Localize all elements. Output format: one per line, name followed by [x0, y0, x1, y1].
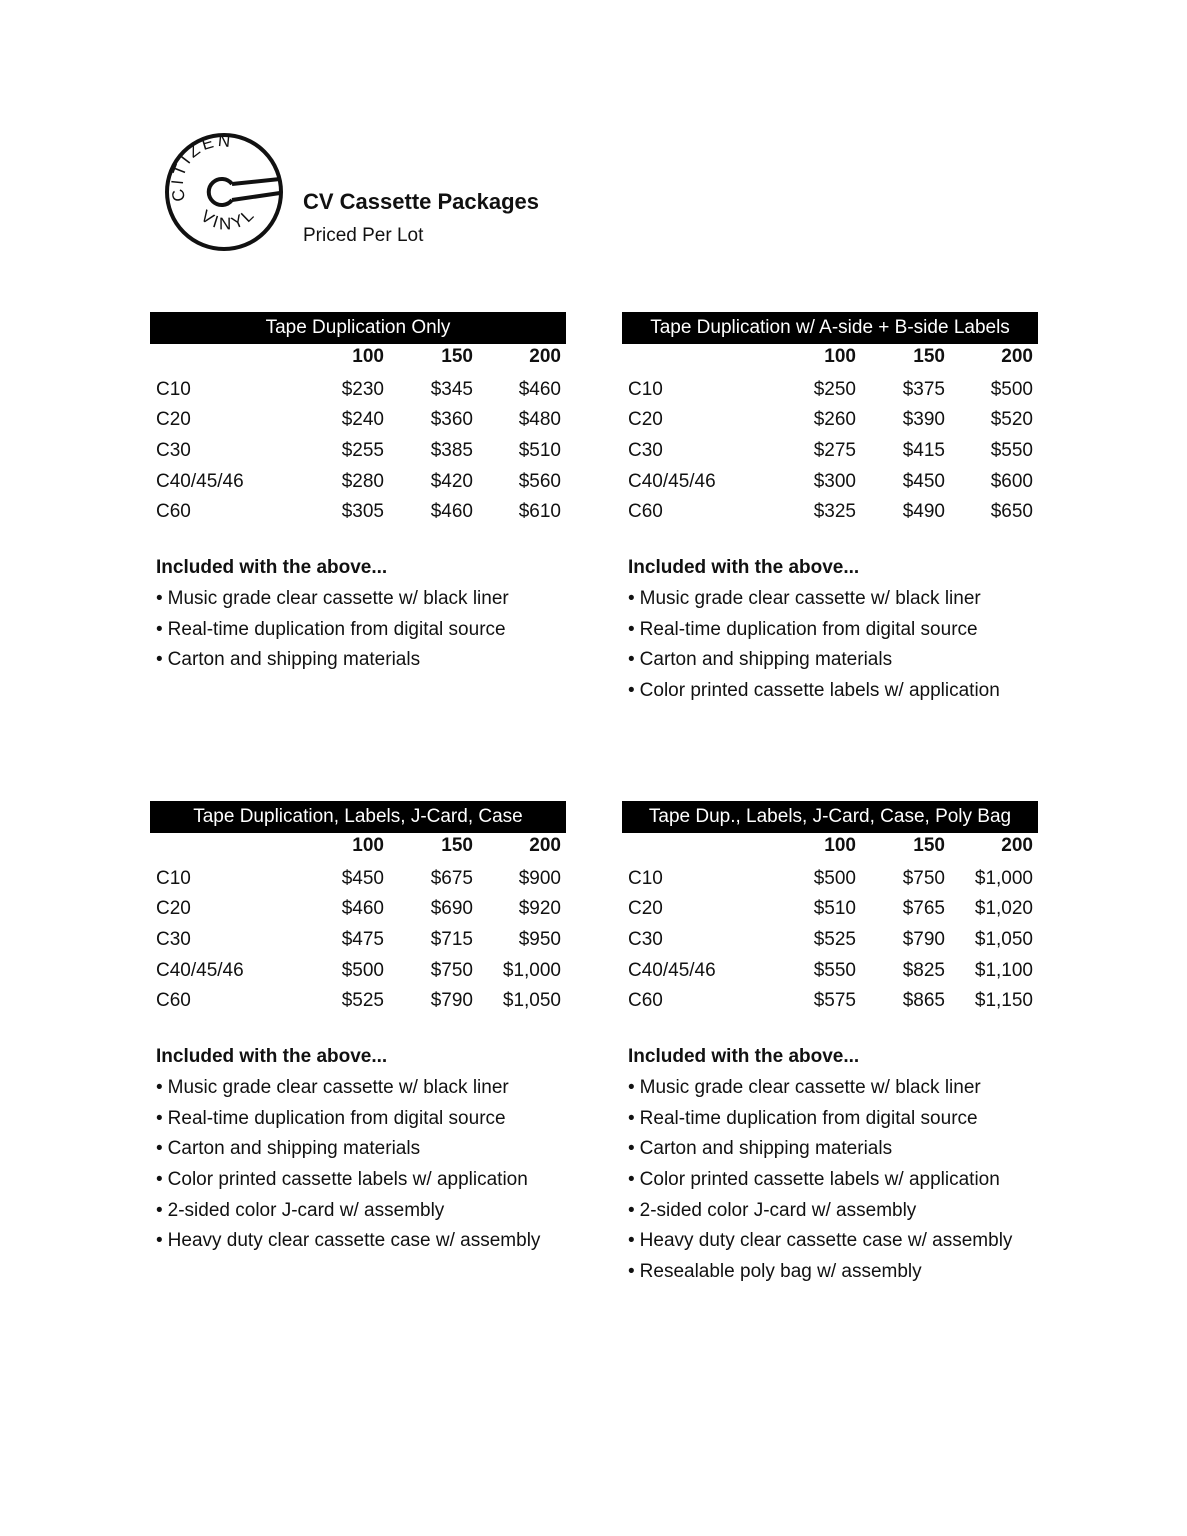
price-cell: $450	[341, 867, 384, 889]
price-table	[150, 833, 566, 1017]
package-header: Tape Duplication w/ A-side + B-side Labels	[622, 312, 1038, 344]
list-item: • Carton and shipping materials	[156, 645, 566, 676]
included-list	[150, 553, 566, 676]
price-cell: $900	[518, 867, 561, 889]
row-label: C30	[628, 440, 663, 462]
price-cell: $240	[341, 409, 384, 431]
price-cell: $260	[813, 409, 856, 431]
price-cell: $525	[341, 990, 384, 1012]
price-cell: $490	[902, 501, 945, 523]
price-cell: $600	[990, 470, 1033, 492]
page-title: CV Cassette Packages	[303, 189, 540, 214]
row-label: C20	[156, 409, 191, 431]
table-header-row	[150, 833, 566, 864]
list-item: • Music grade clear cassette w/ black liner	[156, 1073, 566, 1104]
table-row	[150, 436, 566, 467]
column-header: 150	[441, 346, 473, 367]
list-item: • Music grade clear cassette w/ black liner	[628, 1073, 1038, 1104]
table-row	[622, 986, 1038, 1017]
row-label: C10	[156, 867, 191, 889]
list-item: • Music grade clear cassette w/ black liner	[628, 584, 1038, 615]
row-label: C10	[628, 867, 663, 889]
table-row	[622, 925, 1038, 956]
price-cell: $280	[341, 470, 384, 492]
table-row	[622, 497, 1038, 528]
column-header: 200	[1001, 346, 1033, 367]
table-row	[150, 405, 566, 436]
price-cell: $1,050	[502, 990, 561, 1012]
column-header: 200	[1001, 835, 1033, 856]
price-cell: $790	[902, 929, 945, 951]
price-cell: $750	[430, 959, 473, 981]
table-row	[622, 375, 1038, 406]
column-header: 200	[529, 346, 561, 367]
price-cell: $690	[430, 898, 473, 920]
row-label: C60	[628, 990, 663, 1012]
price-cell: $360	[430, 409, 473, 431]
price-cell: $1,020	[974, 898, 1033, 920]
price-cell: $1,100	[974, 959, 1033, 981]
price-cell: $275	[813, 440, 856, 462]
table-row	[150, 925, 566, 956]
list-item: • Carton and shipping materials	[628, 1134, 1038, 1165]
list-item: • Color printed cassette labels w/ application	[628, 676, 1038, 707]
package-tape-duplication-only	[150, 312, 566, 676]
table-row	[622, 956, 1038, 987]
row-label: C60	[628, 501, 663, 523]
price-cell: $460	[430, 501, 473, 523]
list-item: • Carton and shipping materials	[628, 645, 1038, 676]
table-row	[622, 436, 1038, 467]
row-label: C40/45/46	[628, 470, 716, 492]
price-cell: $825	[902, 959, 945, 981]
included-title: Included with the above...	[156, 557, 388, 579]
price-cell: $460	[518, 378, 561, 400]
list-item: • Carton and shipping materials	[156, 1134, 566, 1165]
included-list	[622, 1042, 1038, 1288]
price-cell: $715	[430, 929, 473, 951]
price-cell: $305	[341, 501, 384, 523]
list-item: • Resealable poly bag w/ assembly	[628, 1257, 1038, 1288]
row-label: C30	[156, 440, 191, 462]
row-label: C30	[156, 929, 191, 951]
row-label: C20	[628, 898, 663, 920]
column-header: 100	[824, 835, 856, 856]
list-item: • Color printed cassette labels w/ application	[628, 1165, 1038, 1196]
included-list	[622, 553, 1038, 706]
price-cell: $520	[990, 409, 1033, 431]
row-label: C40/45/46	[156, 959, 244, 981]
price-cell: $390	[902, 409, 945, 431]
price-table	[622, 344, 1038, 528]
row-label: C30	[628, 929, 663, 951]
price-cell: $550	[990, 440, 1033, 462]
price-cell: $420	[430, 470, 473, 492]
table-row	[150, 986, 566, 1017]
list-item: • 2-sided color J-card w/ assembly	[156, 1196, 566, 1227]
price-cell: $230	[341, 378, 384, 400]
column-header: 100	[824, 346, 856, 367]
price-cell: $385	[430, 440, 473, 462]
price-cell: $525	[813, 929, 856, 951]
column-header: 150	[441, 835, 473, 856]
list-item: • Real-time duplication from digital source	[628, 1104, 1038, 1135]
table-row	[150, 894, 566, 925]
price-cell: $790	[430, 990, 473, 1012]
price-cell: $500	[341, 959, 384, 981]
price-cell: $325	[813, 501, 856, 523]
list-item: • 2-sided color J-card w/ assembly	[628, 1196, 1038, 1227]
price-cell: $920	[518, 898, 561, 920]
package-header: Tape Dup., Labels, J-Card, Case, Poly Bag	[622, 801, 1038, 833]
column-header: 100	[352, 835, 384, 856]
price-cell: $675	[430, 867, 473, 889]
price-cell: $750	[902, 867, 945, 889]
column-header: 150	[913, 346, 945, 367]
price-cell: $250	[813, 378, 856, 400]
price-cell: $550	[813, 959, 856, 981]
price-cell: $345	[430, 378, 473, 400]
price-cell: $375	[902, 378, 945, 400]
table-row	[150, 497, 566, 528]
price-cell: $300	[813, 470, 856, 492]
price-cell: $480	[518, 409, 561, 431]
row-label: C20	[156, 898, 191, 920]
package-header: Tape Duplication Only	[150, 312, 566, 344]
price-cell: $415	[902, 440, 945, 462]
price-cell: $1,000	[502, 959, 561, 981]
included-title: Included with the above...	[628, 557, 860, 579]
column-header: 200	[529, 835, 561, 856]
table-row	[150, 864, 566, 895]
page-subtitle: Priced Per Lot	[303, 225, 424, 246]
price-cell: $510	[813, 898, 856, 920]
price-cell: $1,050	[974, 929, 1033, 951]
list-item: • Color printed cassette labels w/ application	[156, 1165, 566, 1196]
list-item: • Heavy duty clear cassette case w/ assembly	[156, 1226, 566, 1257]
list-item: • Heavy duty clear cassette case w/ assembly	[628, 1226, 1038, 1257]
price-cell: $1,150	[974, 990, 1033, 1012]
price-cell: $460	[341, 898, 384, 920]
table-row	[150, 375, 566, 406]
price-cell: $475	[341, 929, 384, 951]
svg-text:CITIZEN: CITIZEN	[167, 130, 235, 204]
price-cell: $575	[813, 990, 856, 1012]
included-title: Included with the above...	[156, 1046, 388, 1068]
list-item: • Music grade clear cassette w/ black liner	[156, 584, 566, 615]
table-row	[150, 956, 566, 987]
row-label: C40/45/46	[628, 959, 716, 981]
price-cell: $500	[813, 867, 856, 889]
list-item: • Real-time duplication from digital source	[156, 615, 566, 646]
svg-text:VINYL: VINYL	[197, 203, 260, 234]
row-label: C20	[628, 409, 663, 431]
row-label: C40/45/46	[156, 470, 244, 492]
price-cell: $255	[341, 440, 384, 462]
price-cell: $560	[518, 470, 561, 492]
price-cell: $950	[518, 929, 561, 951]
row-label: C10	[628, 378, 663, 400]
table-row	[622, 894, 1038, 925]
column-header: 100	[352, 346, 384, 367]
price-table	[622, 833, 1038, 1017]
column-header: 150	[913, 835, 945, 856]
row-label: C10	[156, 378, 191, 400]
table-header-row	[622, 344, 1038, 375]
citizen-vinyl-logo	[162, 130, 286, 254]
price-cell: $1,000	[974, 867, 1033, 889]
price-table	[150, 344, 566, 528]
table-row	[150, 467, 566, 498]
table-header-row	[150, 344, 566, 375]
included-title: Included with the above...	[628, 1046, 860, 1068]
included-list	[150, 1042, 566, 1257]
package-header: Tape Duplication, Labels, J-Card, Case	[150, 801, 566, 833]
price-cell: $510	[518, 440, 561, 462]
price-cell: $450	[902, 470, 945, 492]
price-cell: $500	[990, 378, 1033, 400]
list-item: • Real-time duplication from digital source	[156, 1104, 566, 1135]
package-with-labels	[622, 312, 1038, 707]
price-cell: $765	[902, 898, 945, 920]
package-labels-jcard-case	[150, 801, 566, 1257]
price-cell: $650	[990, 501, 1033, 523]
package-full-poly-bag	[622, 801, 1038, 1288]
price-cell: $610	[518, 501, 561, 523]
table-header-row	[622, 833, 1038, 864]
table-row	[622, 864, 1038, 895]
list-item: • Real-time duplication from digital source	[628, 615, 1038, 646]
table-row	[622, 467, 1038, 498]
row-label: C60	[156, 501, 191, 523]
table-row	[622, 405, 1038, 436]
price-cell: $865	[902, 990, 945, 1012]
row-label: C60	[156, 990, 191, 1012]
